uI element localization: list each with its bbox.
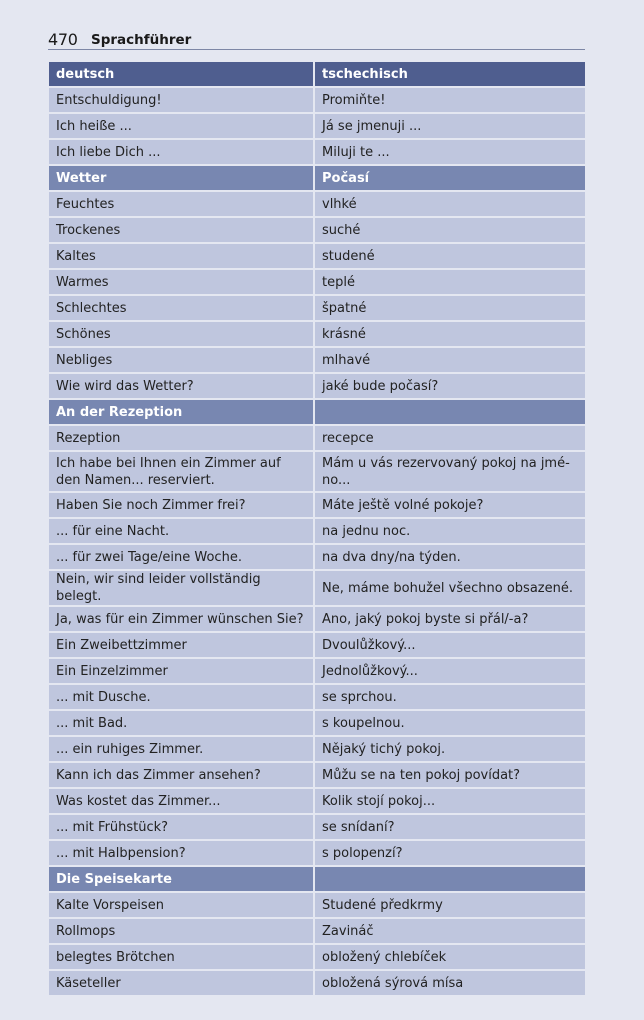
czech-phrase: recepce (315, 426, 585, 450)
german-phrase: ... mit Dusche. (49, 685, 315, 709)
table-row (49, 945, 585, 969)
page-header (48, 28, 585, 50)
german-phrase: Ein Zweibettzimmer (49, 633, 315, 657)
table-row (49, 192, 585, 216)
czech-phrase: špatné (315, 296, 585, 320)
czech-phrase: Ano, jaký pokoj byste si přál/-a? (315, 607, 585, 631)
section-title-czech (315, 400, 585, 424)
table-row (49, 919, 585, 943)
czech-phrase: studené (315, 244, 585, 268)
german-phrase: ... mit Halbpension? (49, 841, 315, 865)
table-row (49, 88, 585, 112)
phrase-table (49, 60, 585, 997)
german-phrase: Trockenes (49, 218, 315, 242)
table-row (49, 452, 585, 491)
section-title-czech (315, 867, 585, 891)
czech-phrase: na dva dny/na týden. (315, 545, 585, 569)
table-row (49, 893, 585, 917)
czech-phrase: Kolik stojí pokoj... (315, 789, 585, 813)
czech-phrase: Máte ještě volné pokoje? (315, 493, 585, 517)
table-row (49, 841, 585, 865)
german-phrase: Was kostet das Zimmer... (49, 789, 315, 813)
czech-phrase: Studené předkrmy (315, 893, 585, 917)
german-phrase: Ein Einzelzimmer (49, 659, 315, 683)
czech-phrase: Promiňte! (315, 88, 585, 112)
german-phrase: Nebliges (49, 348, 315, 372)
czech-phrase: obložená sýrová mísa (315, 971, 585, 995)
column-header-czech: tschechisch (315, 62, 585, 86)
german-phrase: Käseteller (49, 971, 315, 995)
czech-phrase: obložený chlebíček (315, 945, 585, 969)
german-phrase: Rezeption (49, 426, 315, 450)
section-header-row (49, 400, 585, 424)
table-row (49, 493, 585, 517)
german-phrase: Schönes (49, 322, 315, 346)
czech-phrase: Miluji te ... (315, 140, 585, 164)
page-number: 470 (48, 30, 78, 49)
german-phrase: belegtes Brötchen (49, 945, 315, 969)
table-row (49, 426, 585, 450)
section-header-row (49, 867, 585, 891)
german-phrase: Wie wird das Wetter? (49, 374, 315, 398)
running-title: Sprachführer (91, 32, 192, 48)
table-row (49, 971, 585, 995)
czech-phrase: Nějaký tichý pokoj. (315, 737, 585, 761)
german-phrase: Warmes (49, 270, 315, 294)
table-row (49, 270, 585, 294)
table-row (49, 114, 585, 138)
table-row (49, 140, 585, 164)
table-row (49, 685, 585, 709)
table-row (49, 607, 585, 631)
table-row (49, 737, 585, 761)
german-phrase: ... mit Bad. (49, 711, 315, 735)
table-row (49, 322, 585, 346)
table-row (49, 519, 585, 543)
table-row (49, 815, 585, 839)
czech-phrase: mlhavé (315, 348, 585, 372)
czech-phrase: Zavináč (315, 919, 585, 943)
czech-phrase: krásné (315, 322, 585, 346)
german-phrase: Kann ich das Zimmer ansehen? (49, 763, 315, 787)
section-title-german: An der Rezeption (49, 400, 315, 424)
section-header-row (49, 166, 585, 190)
table-row (49, 711, 585, 735)
column-header-german: deutsch (49, 62, 315, 86)
german-phrase: Nein, wir sind leider vollständig belegt. (49, 571, 315, 605)
german-phrase: Ich heiße ... (49, 114, 315, 138)
table-row (49, 296, 585, 320)
czech-phrase: Jednolůžkový... (315, 659, 585, 683)
czech-phrase: se snídaní? (315, 815, 585, 839)
table-row (49, 633, 585, 657)
czech-phrase: suché (315, 218, 585, 242)
table-row (49, 789, 585, 813)
german-phrase: Schlechtes (49, 296, 315, 320)
german-phrase: ... für eine Nacht. (49, 519, 315, 543)
czech-phrase: vlhké (315, 192, 585, 216)
german-phrase: Feuchtes (49, 192, 315, 216)
czech-phrase: Dvoulůžkový... (315, 633, 585, 657)
german-phrase: Ich habe bei Ihnen ein Zimmer auf den Namen... reserviert. (49, 452, 315, 491)
table-row (49, 218, 585, 242)
table-row (49, 571, 585, 605)
czech-phrase: Já se jmenuji ... (315, 114, 585, 138)
table-row (49, 348, 585, 372)
table-row (49, 659, 585, 683)
table-body (49, 88, 585, 995)
czech-phrase: s polopenzí? (315, 841, 585, 865)
czech-phrase: Můžu se na ten pokoj povídat? (315, 763, 585, 787)
german-phrase: Kalte Vorspeisen (49, 893, 315, 917)
german-phrase: ... für zwei Tage/eine Woche. (49, 545, 315, 569)
german-phrase: Entschuldigung! (49, 88, 315, 112)
czech-phrase: Mám u vás rezervovaný pokoj na jmé-no... (315, 452, 585, 491)
czech-phrase: Ne, máme bohužel všechno obsazené. (315, 571, 585, 605)
table-header-row (49, 62, 585, 86)
section-title-german: Wetter (49, 166, 315, 190)
table-row (49, 374, 585, 398)
german-phrase: Ich liebe Dich ... (49, 140, 315, 164)
czech-phrase: se sprchou. (315, 685, 585, 709)
german-phrase: ... mit Frühstück? (49, 815, 315, 839)
table-row (49, 244, 585, 268)
german-phrase: ... ein ruhiges Zimmer. (49, 737, 315, 761)
section-title-german: Die Speisekarte (49, 867, 315, 891)
german-phrase: Haben Sie noch Zimmer frei? (49, 493, 315, 517)
german-phrase: Rollmops (49, 919, 315, 943)
table-row (49, 763, 585, 787)
czech-phrase: na jednu noc. (315, 519, 585, 543)
table-row (49, 545, 585, 569)
czech-phrase: jaké bude počasí? (315, 374, 585, 398)
german-phrase: Ja, was für ein Zimmer wünschen Sie? (49, 607, 315, 631)
czech-phrase: s koupelnou. (315, 711, 585, 735)
german-phrase: Kaltes (49, 244, 315, 268)
section-title-czech: Počasí (315, 166, 585, 190)
czech-phrase: teplé (315, 270, 585, 294)
